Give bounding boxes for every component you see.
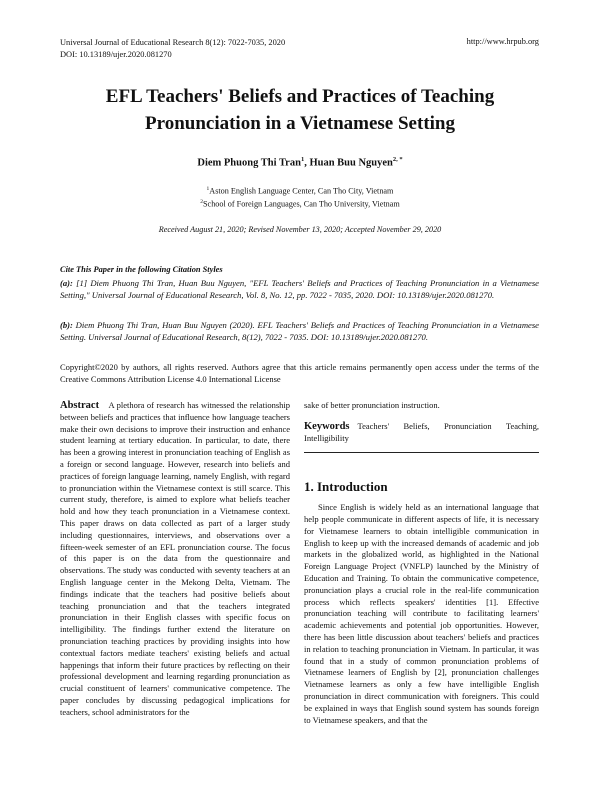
title-line-1: EFL Teachers' Beliefs and Practices of Teaching: [105, 86, 495, 107]
citation-style-a: [60, 278, 539, 301]
abstract-text: A plethora of research has witnessed the relationship between beliefs and practices that influence how language teachers make their own decisions to improve their instruction and enhance student learning at tertiary education. In particular, to date, there has been a growing interest in pronunciation teaching of English as a foreign or second language. However, research into beliefs and practices of foreign language learning, namely English, with regard to pronunciation within the Vietnamese context is still scarce. This current study, therefore, is aimed to explore what beliefs teacher hold and how they teach pronunciation in a Vietnamese context. This paper draws on data collected as part of a larger study including questionnaires, interviews, and observations over a fifteen-week semester of an EFL pronunciation course. The focus of this paper is on the data from the questionnaire and observations. The study was conducted with seventy teachers at an English language center in the Mekong Delta, Vietnam. The findings indicate that the teachers had positive beliefs about teaching pronunciation and that the teachers integrated pronunciation in their English classes with specific focus on intelligibility. The findings further extend the literature on pronunciation teaching practices by providing insights into how contextual factors mediate teachers' existing beliefs and actual happenings that inform their future practices by reflecting on their professional development and learning regarding pronunciation as crucial constituent of learners' communicative competence. The paper concludes by discussing pedagogical implications for teachers, school administrators for the: [60, 400, 290, 717]
introduction-text: Since English is widely held as an international language that help people communicate in different aspects of life, it is necessary for Vietnamese learners to obtain intelligible communication in English to keep up with the increased demands of academic and job markets in the globalized world, as highlighted in the National Foreign Language Project (VNFLP) launched by the Ministry of Education and Training. To obtain the communicative competence, pronunciation plays a crucial role in the real-life communication process which reflects speakers' identities [1]. Effective pronunciation teaching will contribute to facilitating learners' academic achievements and potential job opportunities. However, there has been little discussion about teachers' beliefs and practices in relation to teaching pronunciation in Vietnam. In particular, it was found that in a study of common pronunciation problems of Vietnamese learners of English by [2], pronunciation challenges Vietnamese learners as only a few have intelligible English pronunciation in direct communication with foreigners. This could be explained in ways that English sound system has sounds foreign to Vietnamese speakers, and that the: [304, 502, 539, 725]
abstract-label: Abstract: [60, 400, 100, 411]
affiliation-1-mark: 1: [206, 186, 210, 192]
journal-citation: Universal Journal of Educational Research 8(12): 7022-7035, 2020: [60, 38, 286, 47]
abstract-continuation: sake of better pronunciation instruction.: [304, 400, 440, 410]
right-column: [304, 400, 539, 726]
citation-a-label: (a):: [60, 278, 73, 288]
abstract: [60, 400, 290, 719]
running-header: [60, 37, 285, 61]
author-2: Huan Buu Nguyen: [309, 157, 393, 169]
title-line-2: Pronunciation in a Vietnamese Setting: [145, 113, 455, 134]
affiliation-1: [60, 184, 540, 197]
section-heading-introduction: 1. Introduction: [304, 479, 388, 495]
section-divider: [304, 452, 539, 453]
left-column: [60, 400, 290, 719]
author-1: Diem Phuong Thi Tran: [197, 157, 301, 169]
paper-title: [60, 83, 540, 137]
citation-heading: Cite This Paper in the following Citation Styles: [60, 265, 223, 274]
author-1-affil-mark: 1: [300, 156, 305, 163]
received-dates: Received August 21, 2020; Revised November 13, 2020; Accepted November 29, 2020: [158, 225, 442, 234]
affiliation-2-mark: 2: [200, 199, 203, 206]
citation-b-label: (b):: [60, 320, 73, 330]
author-separator: ,: [304, 157, 310, 169]
keywords-text: Teachers' Beliefs, Pronunciation Teaching, Intelligibility: [304, 420, 539, 443]
citation-b-text: Diem Phuong Thi Tran, Huan Buu Nguyen (2020). EFL Teachers' Beliefs and Practices of Teaching Pronunciation in a Vietnamese Setting. Universal Journal of Educational Research, 8(12), 7022 - 7035. DOI: 10.13189/ujer.2020.081270.: [60, 320, 539, 342]
keywords: [304, 421, 539, 445]
copyright-notice: Copyright©2020 by authors, all rights reserved. Authors agree that this article remains permanently open access under the terms of the Creative Commons Attribution License 4.0 International License: [60, 362, 539, 384]
author-2-affil-mark: 2, *: [392, 156, 403, 163]
keywords-label: Keywords: [304, 420, 350, 432]
doi: DOI: 10.13189/ujer.2020.081270: [60, 50, 172, 59]
affiliation-2: [60, 197, 540, 210]
journal-url-link[interactable]: http://www.hrpub.org: [466, 37, 539, 46]
citation-a-text: [1] Diem Phuong Thi Tran, Huan Buu Nguyen, "EFL Teachers' Beliefs and Practices of Teaching Pronunciation in a Vietnamese Setting," Universal Journal of Educational Research, Vol. 8, No. 12, pp. 7022 - 7035, 2020. DOI: 10.13189/ujer.2020.081270.: [60, 278, 539, 300]
affiliation-2-text: School of Foreign Languages, Can Tho University, Vietnam: [203, 199, 400, 209]
affiliations: [60, 184, 540, 210]
affiliation-1-text: Aston English Language Center, Can Tho City, Vietnam: [209, 186, 394, 196]
author-list: [60, 156, 540, 169]
citation-style-b: [60, 320, 539, 343]
